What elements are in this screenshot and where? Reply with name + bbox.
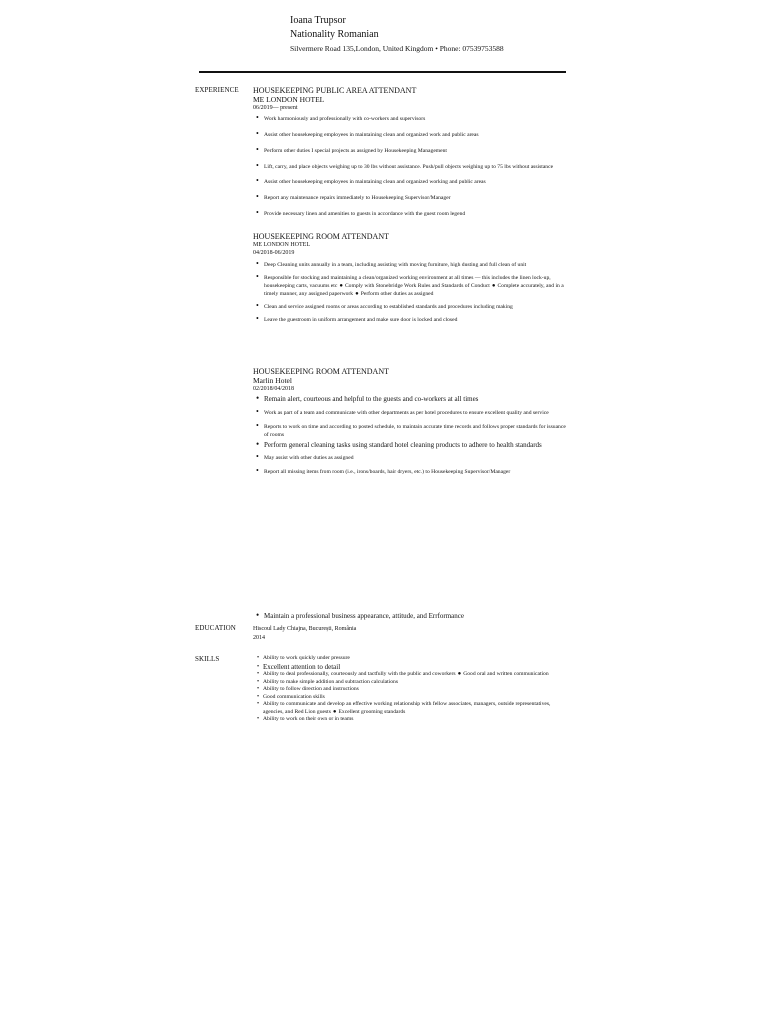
job-title: HOUSEKEEPING ROOM ATTENDANT <box>253 232 389 241</box>
education-label: EDUCATION <box>195 624 236 632</box>
list-item: • Ability to deal professionally, courteously and tactfully with the public and coworkers ● Good oral and written communication <box>253 671 568 679</box>
resume-header <box>290 14 570 53</box>
job-2 <box>253 232 568 324</box>
list-item: • Ability to communicate and develop an effective working relationship with fellow associates, managers, outside representatives, agencies, and Red Lion guests ● Excellent grooming standards <box>253 701 568 716</box>
job-3 <box>253 367 568 476</box>
list-item: • Perform general cleaning tasks using standard hotel cleaning products to adhere to health standards <box>253 441 568 450</box>
list-item: • Maintain a professional business appearance, attitude, and Errformance <box>253 612 568 621</box>
job-date: 04/2018-06/2019 <box>253 250 295 256</box>
list-item: • Ability to follow direction and instructions <box>253 686 568 694</box>
list-item: • Assist other housekeeping employees in maintaining clean and organized work and public areas <box>253 131 568 139</box>
job-date: 02/2018/04/2018 <box>253 386 295 392</box>
school-name: Hiscoul Lady Chiajna, București, România <box>253 626 357 632</box>
nationality: Nationality Romanian <box>290 29 379 40</box>
job-company: ME LONDON HOTEL <box>253 95 325 104</box>
list-item: • Clean and service assigned rooms or areas according to established standards and procedures including making <box>253 303 568 311</box>
list-item: • Ability to make simple addition and subtraction calculations <box>253 679 568 687</box>
list-item: • Report any maintenance repairs immediately to Housekeeping Supervisor/Manager <box>253 194 568 202</box>
skills-label: SKILLS <box>195 655 220 663</box>
list-item: • May assist with other duties as assigned <box>253 454 568 462</box>
job-date: 06/2019— present <box>253 105 298 111</box>
contact-address: Silvermere Road 135,London, United Kingdom • Phone: 07539753588 <box>290 44 504 53</box>
list-item: • Reports to work on time and according to posted schedule, to maintain accurate time records and follows proper standards for issuance of rooms <box>253 423 568 439</box>
experience-label: EXPERIENCE <box>195 86 239 94</box>
list-item: • Remain alert, courteous and helpful to the guests and co-workers at all times <box>253 395 568 404</box>
skills-list <box>253 655 568 724</box>
job-3-continued <box>253 612 568 621</box>
graduation-year: 2014 <box>253 635 265 641</box>
list-item: • Excellent attention to detail <box>253 663 568 672</box>
list-item: • Assist other housekeeping employees in maintaining clean and organized working and public areas <box>253 178 568 186</box>
header-divider <box>199 71 566 73</box>
job-company: ME LONDON HOTEL <box>253 242 310 248</box>
list-item: • Perform other duties I special projects as assigned by Housekeeping Management <box>253 147 568 155</box>
list-item: • Lift, carry, and place objects weighing up to 30 lbs without assistance. Push/pull objects weighing up to 75 lbs without assistance <box>253 163 568 171</box>
list-item: • Ability to work on their own or in teams <box>253 716 568 724</box>
education-entry <box>253 625 568 643</box>
list-item: • Provide necessary linen and amenities to guests in accordance with the guest room legend <box>253 210 568 218</box>
job-company: Marlin Hotel <box>253 376 292 385</box>
job-title: HOUSEKEEPING ROOM ATTENDANT <box>253 367 389 376</box>
list-item: • Report all missing items from room (i.e., irons/boards, hair dryers, etc.) to Housekeeping Supervisor/Manager <box>253 468 568 476</box>
list-item: • Work harmoniously and professionally with co-workers and supervisors <box>253 115 568 123</box>
list-item: • Good communication skills <box>253 694 568 702</box>
list-item: • Responsible for stocking and maintaining a clean/organized working environment at all times — this includes the linen lock-up, housekeeping carts, vacuums etc ● Comply with Stonebridge Work Rules and Standards of Conduct ● Complete accurately, and in a timely manner, any assigned paperwork ● Perform other duties as assigned <box>253 274 568 298</box>
list-item: • Leave the guestroom in uniform arrangement and make sure door is locked and closed <box>253 316 568 324</box>
list-item: • Deep Cleaning units annually in a team, including assisting with moving furniture, high dusting and full clean of unit <box>253 261 568 269</box>
candidate-name: Ioana Trupsor <box>290 15 346 26</box>
job-title: HOUSEKEEPING PUBLIC AREA ATTENDANT <box>253 86 417 95</box>
list-item: • Ability to work quickly under pressure <box>253 655 568 663</box>
job-1 <box>253 86 568 218</box>
list-item: • Work as part of a team and communicate with other departments as per hotel procedures to ensure excellent quality and service <box>253 409 568 417</box>
